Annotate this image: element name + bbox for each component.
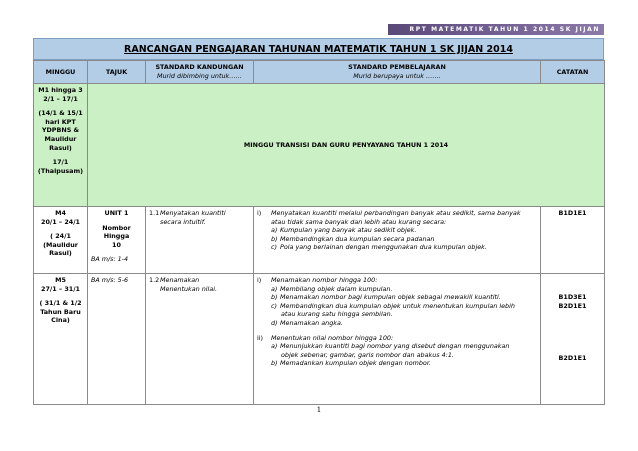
list-item: c) Membandingkan dua kumpulan objek untuk menentukan kumpulan lebih atau kurang satu hingga sembilan. xyxy=(271,301,515,319)
row1-minggu-line: M1 hingga 3 xyxy=(38,86,83,94)
table-row-m5 xyxy=(34,274,605,405)
list-item: a) Membilang objek dalam kumpulan. xyxy=(271,284,393,293)
catatan-code: B1D3E1 xyxy=(558,293,587,301)
document-header-strip: RPT MATEMATIK TAHUN 1 2014 SK JIJAN xyxy=(388,24,604,35)
row3-minggu-line: ( 31/1 & 1/2 xyxy=(39,299,82,308)
row2-tajuk-cell xyxy=(88,207,146,274)
sk-header-title: STANDARD KANDUNGAN xyxy=(155,63,244,72)
row1-minggu-line: hari KPT xyxy=(45,117,76,126)
list-item: c) Pola yang berlainan dengan menggunakan dua kumpulan objek. xyxy=(271,243,487,252)
col-header-standard-pembelajaran xyxy=(254,61,541,84)
title-bar xyxy=(33,38,604,60)
row1-minggu-line: 2/1 – 17/1 xyxy=(43,94,78,103)
sp-intro: Menentukan nilai nombor hingga 100: xyxy=(271,333,394,342)
row3-sk-cell xyxy=(146,274,254,405)
row2-sp-cell xyxy=(254,207,541,274)
row2-minggu-line: (Maulidur xyxy=(43,240,78,249)
table-header-row xyxy=(34,61,605,84)
sk-header-sub: Murid dibimbing untuk…… xyxy=(156,72,243,80)
row3-minggu-line: 27/1 – 31/1 xyxy=(41,284,80,293)
row2-minggu-line: M4 xyxy=(55,209,66,217)
document-title: RANCANGAN PENGAJARAN TAHUNAN MATEMATIK TAHUN 1 SK JIJAN 2014 xyxy=(124,43,513,55)
sp-roman: i) xyxy=(257,209,262,217)
table-row-m4 xyxy=(34,207,605,274)
row3-catatan-cell xyxy=(541,274,605,405)
sp-roman: ii) xyxy=(257,333,264,342)
col-header-standard-kandungan xyxy=(146,61,254,84)
list-item: b) Menamakan nombor bagi kumpulan objek sebagai mewakili kuantiti. xyxy=(271,293,501,302)
row1-minggu-line: Rasul) xyxy=(49,143,72,152)
list-item: b) Membandingkan dua kumpulan secara padanan xyxy=(271,234,435,243)
row2-ba-pages: BA m/s: 1-4 xyxy=(91,255,129,264)
sk-text: Menamakan Menentukan nilai. xyxy=(160,276,218,293)
row1-minggu-line: 17/1 xyxy=(52,158,69,167)
list-item: d) Menamakan angka. xyxy=(271,318,343,327)
row2-sk-cell xyxy=(146,207,254,274)
sk-text: Menyatakan kuantiti secara intuitif. xyxy=(160,209,226,226)
sp-intro: Menyatakan kuantiti melalui perbandingan banyak atau sedikit, sama banyak atau tidak sama banyak dan lebih atau kurang secara: xyxy=(271,209,521,226)
col-header-minggu: MINGGU xyxy=(34,61,88,84)
sk-number: 1.1 xyxy=(149,209,160,217)
list-item: a) Kumpulan yang banyak atau sedikit objek. xyxy=(271,226,417,235)
unit-topic-line: Nombor Hingga xyxy=(102,223,131,241)
row1-minggu-line: (Thaipusam) xyxy=(37,166,84,175)
row2-minggu-cell xyxy=(34,207,88,274)
row3-sp-cell xyxy=(254,274,541,405)
transition-week-cell: MINGGU TRANSISI DAN GURU PENYAYANG TAHUN 1 2014 xyxy=(88,84,605,207)
col-header-tajuk: TAJUK xyxy=(88,61,146,84)
catatan-code: B2D1E1 xyxy=(558,301,587,310)
row1-minggu-line: Maulidur xyxy=(44,134,77,143)
unit-topic-line: 10 xyxy=(112,240,121,249)
sp-roman: i) xyxy=(257,276,262,284)
page-number: 1 xyxy=(316,406,322,414)
unit-label: UNIT 1 xyxy=(104,209,129,217)
sp-header-sub: Murid berupaya untuk ……. xyxy=(353,72,441,80)
lesson-plan-table xyxy=(33,60,605,405)
row2-minggu-line: Rasul) xyxy=(49,249,72,258)
row2-catatan-cell: B1D1E1 xyxy=(541,207,605,274)
row2-minggu-line: 20/1 – 24/1 xyxy=(41,217,80,226)
table-row-transition xyxy=(34,84,605,207)
row2-minggu-line: ( 24/1 xyxy=(50,232,71,241)
sp-header-title: STANDARD PEMBELAJARAN xyxy=(348,63,446,72)
list-item: b) Memadankan kumpulan objek dengan nombor. xyxy=(271,359,431,368)
row1-minggu-line: YDPBNS & xyxy=(41,126,80,135)
row3-minggu-line: M5 xyxy=(55,276,66,284)
sp-intro: Menamakan nombor hingga 100: xyxy=(271,276,378,284)
list-item: a) Menunjukkan kuantiti bagi nombor yang disebut dengan menggunakan objek sebenar, gambar, garis nombor dan abakus 4:1. xyxy=(271,342,510,359)
row1-minggu-cell xyxy=(34,84,88,207)
row1-minggu-line: (14/1 & 15/1 xyxy=(38,109,83,118)
catatan-code: B2D1E1 xyxy=(558,354,587,363)
row3-minggu-cell xyxy=(34,274,88,405)
row3-minggu-line: Tahun Baru xyxy=(40,307,81,316)
sk-number: 1.2 xyxy=(149,276,160,284)
row3-tajuk-cell: BA m/s: 5-6 xyxy=(88,274,146,405)
row3-minggu-line: Cina) xyxy=(51,316,70,325)
col-header-catatan: CATATAN xyxy=(541,61,605,84)
